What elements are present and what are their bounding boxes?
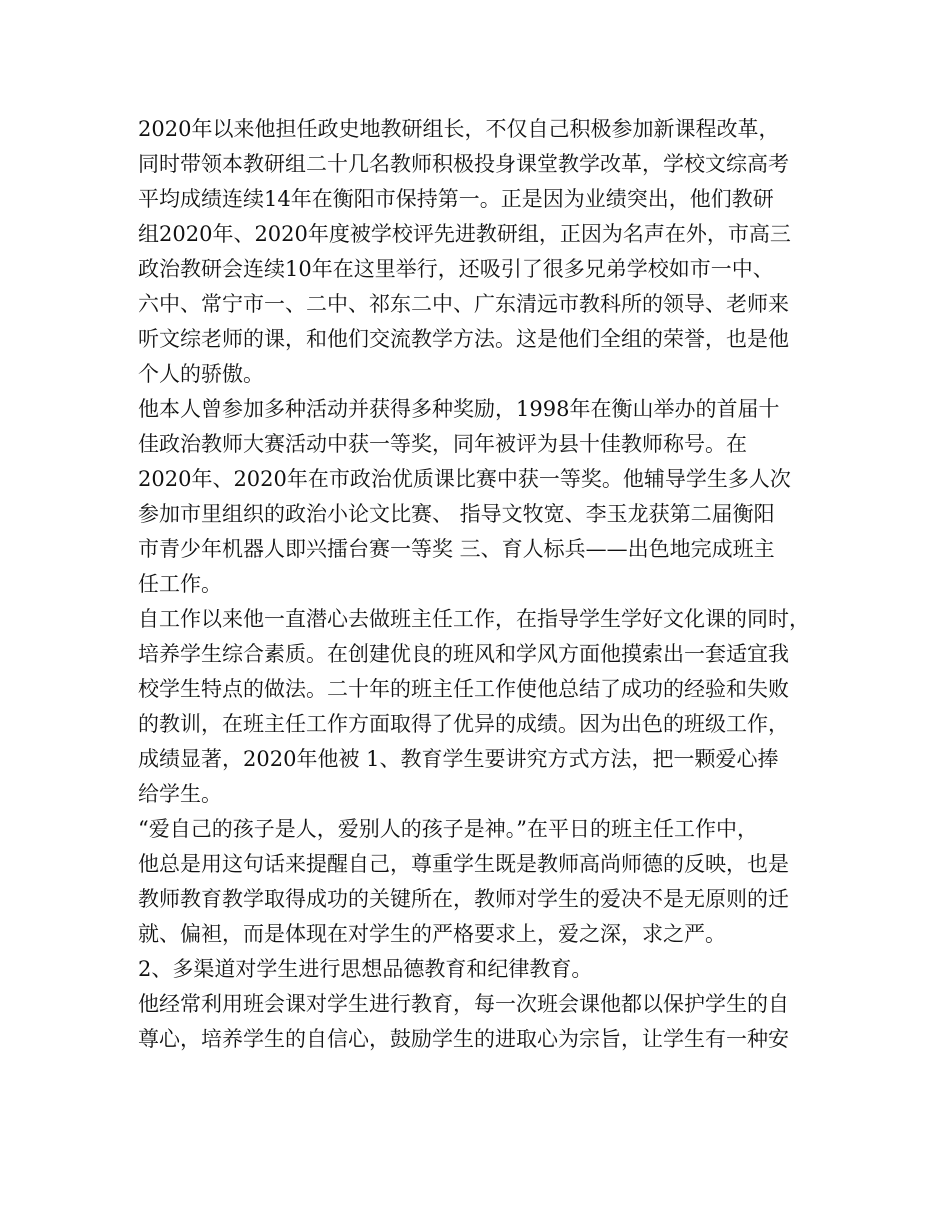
text-line: 给学生。 (138, 782, 222, 806)
text-line: 六中、常宁市一、二中、祁东二中、广东清远市教科所的领导、老师来 (138, 292, 789, 316)
text-line: 尊心，培养学生的自信心，鼓励学生的进取心为宗旨，让学生有一种安 (138, 1027, 789, 1051)
text-line: 2、多渠道对学生进行思想品德教育和纪律教育。 (138, 957, 593, 981)
document-body (138, 112, 838, 1057)
text-line: “爱自己的孩子是人，爱别人的孩子是神。”在平日的班主任工作中， (138, 817, 758, 841)
text-line: 组2020年、2020年度被学校评先进教研组，正因为名声在外，市高三 (138, 222, 791, 246)
text-line: 教师教育教学取得成功的关键所在，教师对学生的爱决不是无原则的迁 (138, 887, 789, 911)
text-line: 2020年、2020年在市政治优质课比赛中获一等奖。他辅导学生多人次 (138, 467, 791, 491)
text-line: 的教训，在班主任工作方面取得了优异的成绩。因为出色的班级工作， (138, 712, 789, 736)
text-line: 他总是用这句话来提醒自己，尊重学生既是教师高尚师德的反映，也是 (138, 852, 789, 876)
text-line: 培养学生综合素质。在创建优良的班风和学风方面他摸索出一套适宜我 (138, 642, 789, 666)
text-line: 他本人曾参加多种活动并获得多种奖励，1998年在衡山举办的首届十 (138, 397, 780, 421)
text-line: 成绩显著，2020年他被 1、教育学生要讲究方式方法，把一颗爱心捧 (138, 747, 779, 771)
text-line: 佳政治教师大赛活动中获一等奖，同年被评为县十佳教师称号。在 (138, 432, 747, 456)
text-line: 市青少年机器人即兴擂台赛一等奖 三、育人标兵——出色地完成班主 (138, 537, 775, 561)
text-line: 他经常利用班会课对学生进行教育，每一次班会课他都以保护学生的自 (138, 992, 789, 1016)
text-line: 参加市里组织的政治小论文比赛、 指导文牧宽、李玉龙获第二届衡阳 (138, 502, 775, 526)
text-line: 同时带领本教研组二十几名教师积极投身课堂教学改革，学校文综高考 (138, 152, 789, 176)
text-line: 校学生特点的做法。二十年的班主任工作使他总结了成功的经验和失败 (138, 677, 789, 701)
text-line: 任工作。 (138, 572, 222, 596)
text-line: 平均成绩连续14年在衡阳市保持第一。正是因为业绩突出，他们教研 (138, 187, 774, 211)
text-line: 2020年以来他担任政史地教研组长，不仅自己积极参加新课程改革， (138, 117, 780, 141)
text-line: 听文综老师的课，和他们交流教学方法。这是他们全组的荣誉，也是他 (138, 327, 789, 351)
text-line: 自工作以来他一直潜心去做班主任工作，在指导学生学好文化课的同时， (138, 607, 810, 631)
text-line: 就、偏袒，而是体现在对学生的严格要求上，爱之深，求之严。 (138, 922, 726, 946)
text-line: 个人的骄傲。 (138, 362, 264, 386)
text-line: 政治教研会连续10年在这里举行，还吸引了很多兄弟学校如市一中、 (138, 257, 774, 281)
